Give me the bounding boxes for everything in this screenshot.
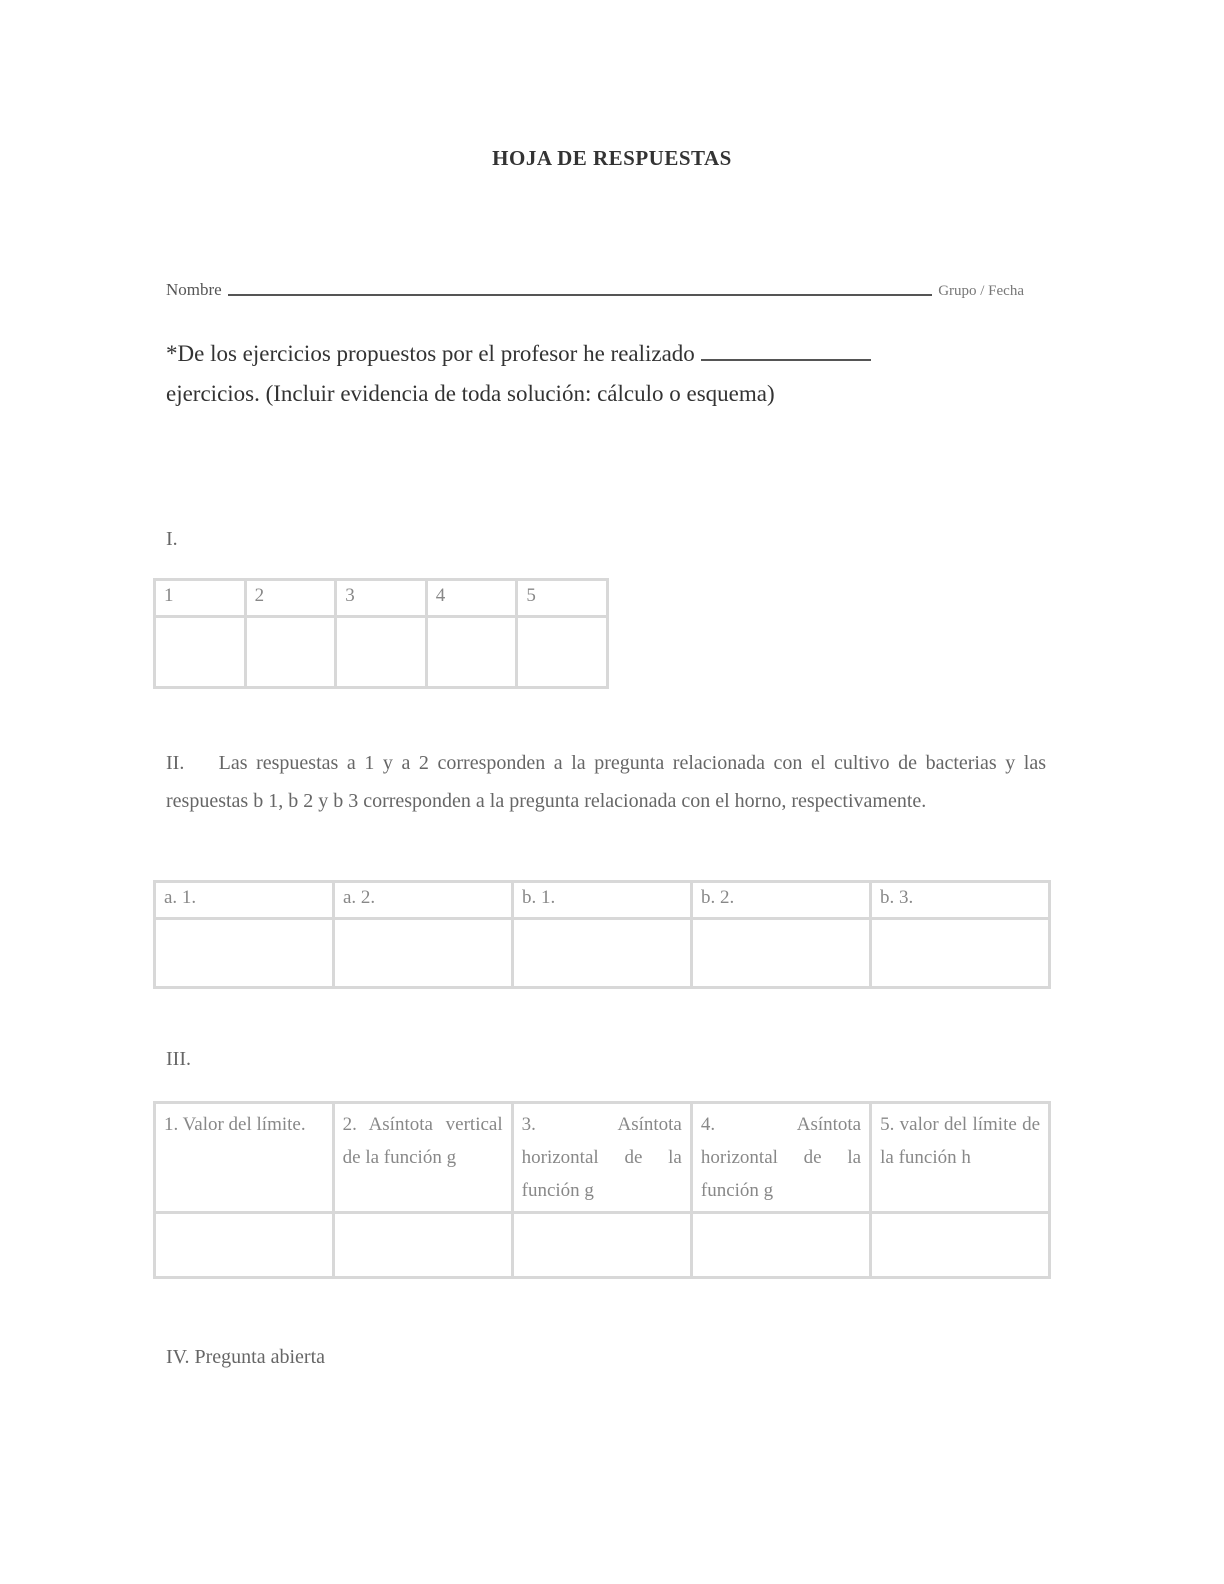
exercise-count-blank[interactable] <box>701 339 871 361</box>
section-1-label: I. <box>166 528 178 550</box>
s3-answer-cell[interactable] <box>155 1213 334 1278</box>
section-1-table <box>153 578 609 689</box>
s3-answer-cell[interactable] <box>333 1213 512 1278</box>
s3-answer-cell[interactable] <box>871 1213 1050 1278</box>
s1-answer-cell[interactable] <box>426 617 517 688</box>
name-label: Nombre <box>166 280 222 299</box>
intro-line-1: *De los ejercicios propuestos por el profesor he realizado <box>166 341 695 366</box>
s3-header-5: 5. valor del límite de la función h <box>871 1103 1050 1213</box>
s3-header-3: 3. Asíntota horizontal de la función g <box>512 1103 691 1213</box>
section-3-label: III. <box>166 1048 191 1070</box>
section-3-table <box>153 1101 1051 1279</box>
s3-header-4: 4. Asíntota horizontal de la función g <box>691 1103 870 1213</box>
s2-answer-cell[interactable] <box>513 919 692 988</box>
s2-header-a2: a. 2. <box>334 882 513 919</box>
s3-header-1: 1. Valor del límite. <box>155 1103 334 1213</box>
s1-header-4: 4 <box>426 580 517 617</box>
section-4-label: IV. Pregunta abierta <box>166 1346 326 1368</box>
s1-header-3: 3 <box>336 580 427 617</box>
group-date-label: Grupo / Fecha <box>938 283 1024 299</box>
s1-answer-cell[interactable] <box>245 617 336 688</box>
s2-answer-cell[interactable] <box>334 919 513 988</box>
intro-paragraph <box>166 334 1046 414</box>
s2-header-a1: a. 1. <box>155 882 334 919</box>
section-2-paragraph <box>166 744 1046 820</box>
s1-header-5: 5 <box>517 580 608 617</box>
name-blank[interactable] <box>228 293 932 296</box>
s2-answer-cell[interactable] <box>871 919 1050 988</box>
s3-answer-cell[interactable] <box>512 1213 691 1278</box>
page-title: HOJA DE RESPUESTAS <box>492 146 732 170</box>
section-2-label: II. <box>166 752 185 774</box>
s2-header-b1: b. 1. <box>513 882 692 919</box>
name-field <box>166 276 1024 300</box>
s2-header-b2: b. 2. <box>692 882 871 919</box>
s2-header-b3: b. 3. <box>871 882 1050 919</box>
s1-answer-cell[interactable] <box>155 617 246 688</box>
intro-line-2: ejercicios. (Incluir evidencia de toda solución: cálculo o esquema) <box>166 381 775 406</box>
s1-answer-cell[interactable] <box>336 617 427 688</box>
s3-header-2: 2. Asíntota vertical de la función g <box>333 1103 512 1213</box>
s1-answer-cell[interactable] <box>517 617 608 688</box>
s2-answer-cell[interactable] <box>692 919 871 988</box>
s1-header-1: 1 <box>155 580 246 617</box>
s3-answer-cell[interactable] <box>691 1213 870 1278</box>
s1-header-2: 2 <box>245 580 336 617</box>
section-2-text: Las respuestas a 1 y a 2 corresponden a la pregunta relacionada con el cultivo de bacterias y las respuestas b 1, b 2 y b 3 corresponden a la pregunta relacionada con el horno, respectivamente. <box>166 752 1047 812</box>
s2-answer-cell[interactable] <box>155 919 334 988</box>
section-2-table <box>153 880 1051 989</box>
